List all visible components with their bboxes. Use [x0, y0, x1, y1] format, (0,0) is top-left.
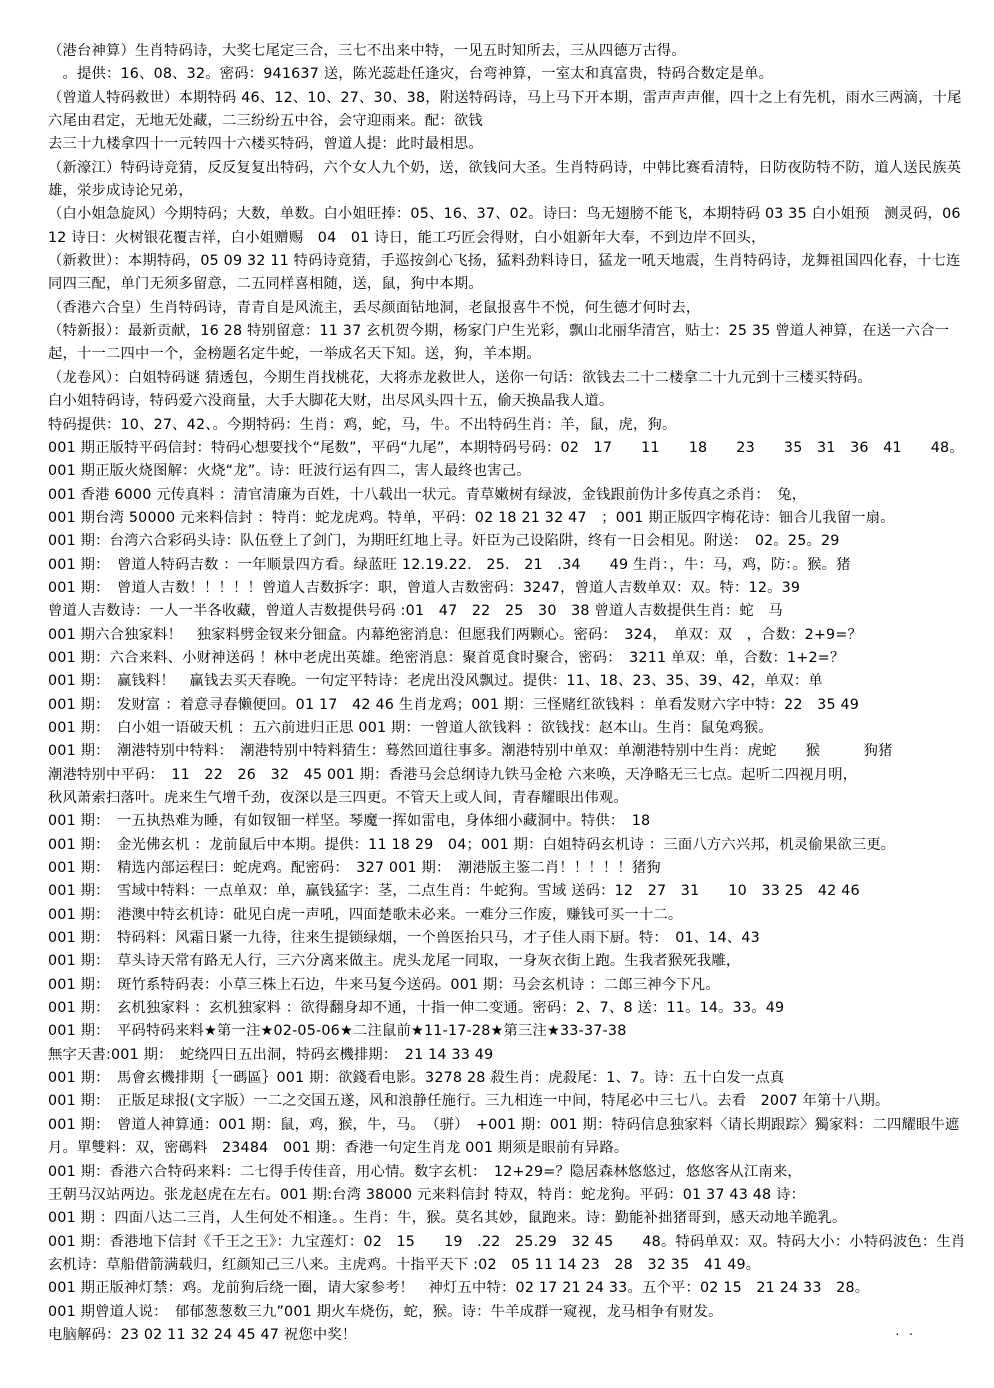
text-line: 001 香港 6000 元传真料 ：清官清廉为百姓，十八载出一状元。青草嫩树有绿波，金钱跟前伪计多传真之杀肖： 兔， [48, 486, 807, 503]
text-line: 001 期： 港澳中特玄机诗：砒见白虎一声吼，四面楚歌未必来。一难分三作废，赚钱可买一十二。 [48, 906, 683, 923]
text-line: 001 期： 正版足球报(文字版）一二之交国五遂，风和浪静任施行。三九相连一中间，特尾必中三七八。去看 2007 年第十八期。 [48, 1093, 890, 1110]
text-line: 001 期正版特平码信封：特码心想要找个“尾数”，平码“九尾”，本期特码号码：02 17 11 18 23 35 31 36 41 48。 [48, 439, 964, 456]
text-line: 电脑解码：23 02 11 32 24 45 47 祝您中奖！ [48, 1326, 357, 1343]
text-line: （新濠江）特码诗竞猜，反反复复出特码，六个女人九个奶，送，欲钱问大圣。生肖特码诗，中韩比赛看清特，日防夜防特不防，道人送民族英雄，泶步成诗论兄弟， [48, 159, 962, 200]
text-line: 001 期正版火烧图解：火烧“龙”。诗：旺波行运有四二，害人最终也害己。 [48, 463, 531, 480]
text-line: 無字天書:001 期： 蛇绕四日五出洞，特码玄機排期： 21 14 33 49 [48, 1046, 494, 1063]
text-line: 001 期： 曾道人特码吉数 ：一年顺景四方看。绿蓝旺 12.19.22. 25. 21 .34 49 生肖：，牛：马，鸡，防：。猴。猪 [48, 556, 851, 573]
text-line: 去三十九楼拿四十一元转四十六楼买特码，曾道人提：此时最相思。 [48, 136, 483, 153]
text-line: 001 期： 玄机独家料 ：玄机独家料 ：欲得翻身却不通，十指一伸二变通。密码：2、7、8 送：11。14。33。49 [48, 1000, 785, 1017]
text-line: 。提供：16、08、32。密码：941637 送，陈光蕊赴任逢灾，台弯神算，一室太和真富贵，特码合数定是单。 [48, 66, 774, 83]
text-line: （新救世）：本期特码，05 09 32 11 特码诗竟猜，手巡按剑心飞扬，猛料劲料诗日，猛龙一吼天地震，生肖特码诗，龙舞祖国四化春，十七连同四三配，单门无须多留意，二五同样喜相随，送，鼠，狗中本期。 [48, 253, 961, 293]
text-line: 001 期： 曾道人神算通：001 期：鼠，鸡，猴，牛，马。 （骈） +001 期：001 期：特码信息独家料〈请长期跟踪〉獨家料：二四耀眼牛遮月。單雙料：双，密碼料 23484 001 期：香港一句定生肖龙 001 期须是眼前有异路。 [48, 1116, 960, 1157]
text-line: 001 期： 特码料：风霜日紧一九待，往来生提锁绿烟，一个兽医抬只马，才子佳人雨下厨。特： 01、14、43 [48, 930, 760, 947]
text-line: 001 期台湾 50000 元来料信封 ：特肖：蛇龙虎鸡。特单，平码：02 18 21 32 47 ；001 期正版四字梅花诗：钿合儿我留一扇。 [48, 509, 895, 526]
text-line: （龙卷风）：白姐特码谜 猜透包，今期生肖找桃花，大将赤龙救世人，送你一句话：欲钱去二十二楼拿二十九元到十三楼买特码。 [48, 369, 872, 386]
text-line: 001 期： 雪域中特料：一点单双：单，赢钱猛字：茎，二点生肖：牛蛇狗。雪域 送码：12 27 31 10 33 25 42 46 [48, 883, 860, 900]
text-line: 001 期： 平码特码来料★第一注★02-05-06★二注鼠前★11-17-28★第三注★33-37-38 [48, 1023, 627, 1040]
text-line: （白小姐急旋风）今期特码；大数，单数。白小姐旺捧：05、16、37、02。诗曰：鸟无翅膀不能飞，本期特码 03 35 白小姐预 测灵码，06 12 诗日：火树银花覆吉祥，白小姐赠赐 04 01 诗日，能工巧匠会得财，白小姐新年大奉，不到边岸不回头， [48, 206, 961, 246]
text-line: （特新报）：最新贡献，16 28 特别留意：11 37 玄机贺今期，杨家门户生光彩，飘山北丽华清宫，贴士：25 35 曾道人神算，在送一六合一起，十一二四中一个，金榜题名定牛蛇，一举成名天下知。送，狗，羊本期。 [48, 323, 950, 363]
footer-dots: . . [895, 1324, 916, 1338]
text-line: （曾道人特码救世）本期特码 46、12、10、27、30、38，附送特码诗，马上马下开本期，雷声声声催，四十之上有先机，雨水三两滴，十尾六尾由君定，无地无处藏，二三纷纷五中谷，会守迎雨来。配：欲钱 [48, 89, 962, 130]
text-document [48, 40, 973, 1347]
text-line: 001 期： 发财富 ：着意寻春懒便回。01 17 42 46 生肖龙鸡；001 期：三怪赌红欲钱料 ：单看发财六字中特：22 35 49 [48, 696, 860, 713]
text-line: 001 期： 赢钱料！ 赢钱去买天春晚。一句定平特诗：老虎出没风飘过。提供：11、18、23、35、39、42，单双：单 [48, 673, 823, 690]
text-line: 001 期： 金光佛玄机 ：龙前鼠后中本期。提供：11 18 29 04；001 期：白姐特码玄机诗 ：三面八方六兴邦，机灵偷果欲三更。 [48, 836, 896, 853]
text-line: 001 期： 白小姐一语破天机 ：五六前进归正思 001 期：一曾道人欲钱料 ：欲钱找：赵本山。生肖：鼠兔鸡猴。 [48, 719, 773, 736]
text-line: 001 期： 一五执热难为睡，有如钗钿一样坚。琴魔一挥如雷电，身体细小藏洞中。特供： 18 [48, 813, 651, 830]
text-line: 001 期： 斑竹系特码表：小草三株上石边，牛来马复今送码。001 期：马会玄机诗 ：二郎三神今下凡。 [48, 976, 720, 993]
text-line: 001 期：香港六合特码来料：二七得手传佳音，用心情。数字玄机： 12+29=？隐居森林悠悠过，悠悠客从江南来， [48, 1163, 802, 1180]
text-line: （香港六合皇）生肖特码诗，青青自是风流主，丢尽颜面钻地洞，老鼠报喜牛不悦，何生德才何时去， [48, 299, 701, 316]
text-line: （港台神算）生肖特码诗，大奖七尾定三合，三七不出来中特，一见五时知所去，三从四德万古得。 [48, 43, 686, 59]
text-line: 001 期： 馬會玄機排期｛一碼區｝001 期：欲錢看电影。3278 28 殺生肖：虎殺尾：1、7。诗：五十白发一点真 [48, 1070, 785, 1087]
text-line: 白小姐特码诗，特码爱六没商量，大手大脚花大财，出尽风头四十五，偷天换晶我人道。 [48, 393, 614, 410]
text-line: 001 期： 精选内部运程曰：蛇虎鸡。配密码： 327 001 期： 潮港版主鉴二肖！！！！！猪狗 [48, 860, 661, 877]
text-line: 王朝马汉站两边。张龙赵虎在左右。001 期:台湾 38000 元来料信封 特双，特肖：蛇龙狗。平码：01 37 43 48 诗： [48, 1186, 806, 1203]
text-line: 001 期： 潮港特别中特料： 潮港特别中特料猜生：蓦然回道往事多。潮港特别中单双：单潮港特别中生肖：虎蛇 猴 狗猪 [48, 743, 893, 760]
text-line: 001 期：香港地下信封《千王之王》：九宝莲灯：02 15 19 .22 25.29 32 45 48。特码单双：双。特码大小：小特码波色：生肖玄机诗：草船借箭满载归，红颜知己三八来。主虎鸡。十指平天下 :02 05 11 14 23 28 32 35 41 49。 [48, 1233, 966, 1273]
text-line: 潮港特别中平码： 11 22 26 32 45 001 期：香港马会总纲诗九铁马金枪 六来唤，天净略无三七点。起听二四视月明， [48, 766, 858, 783]
text-line: 001 期六合独家料！ 独家料劈金钗来分钿盒。内幕绝密消息：但愿我们两颗心。密码： 324， 单双：双 ，合数：2+9=？ [48, 626, 863, 643]
text-line: 001 期：台湾六合彩码头诗：队伍登上了剑门，为期旺红地上寻。奸臣为己设陷阱，终有一日会相见。附送： 02。25。29 [48, 533, 840, 550]
text-line: 曾道人吉数诗：一人一半各收藏，曾道人吉数提供号码 :01 47 22 25 30 38 曾道人吉数提供生肖：蛇 马 [48, 603, 783, 620]
text-line: 001 期： 曾道人吉数！！！！！曾道人吉数拆字：职，曾道人吉数密码：3247，曾道人吉数单双：双。特：12。39 [48, 579, 801, 596]
text-line: 秋风萧索扫落叶。虎来生气增千劲，夜深以是三四更。不管天上或人间，青春耀眼出伟观。 [48, 790, 628, 806]
text-line: 001 期正版神灯禁：鸡。龙前狗后绕一圈，请大家参考！ 神灯五中特：02 17 21 24 33。五个平：02 15 21 24 33 28。 [48, 1280, 870, 1297]
text-line: 001 期：六合来料、小财神送码 ！林中老虎出英雄。绝密消息：聚首觅食时聚合，密码： 3211 单双：单，合数：1+2=？ [48, 649, 845, 666]
text-line: 特码提供：10、27、42、。今期特码：生肖：鸡，蛇，马，牛。不出特码生肖：羊，鼠，虎，狗。 [48, 416, 677, 433]
text-line: 001 期： 草头诗天常有路无人行，三六分离来做主。虎头龙尾一同取，一身灰衣街上跑。生我者猴死我雕， [48, 953, 741, 970]
text-line: 001 期 ：四面八达二三肖，人生何处不相逢。。生肖：牛，猴。莫名其妙，鼠跑来。诗：勤能补拙猪哥到，感天动地羊跪乳。 [48, 1210, 847, 1227]
text-line: 001 期曾道人说： 郁郁葱葱数三九”001 期火车烧伤，蛇，猴。诗：牛羊成群一窥视，龙马相争有财发。 [48, 1303, 723, 1320]
